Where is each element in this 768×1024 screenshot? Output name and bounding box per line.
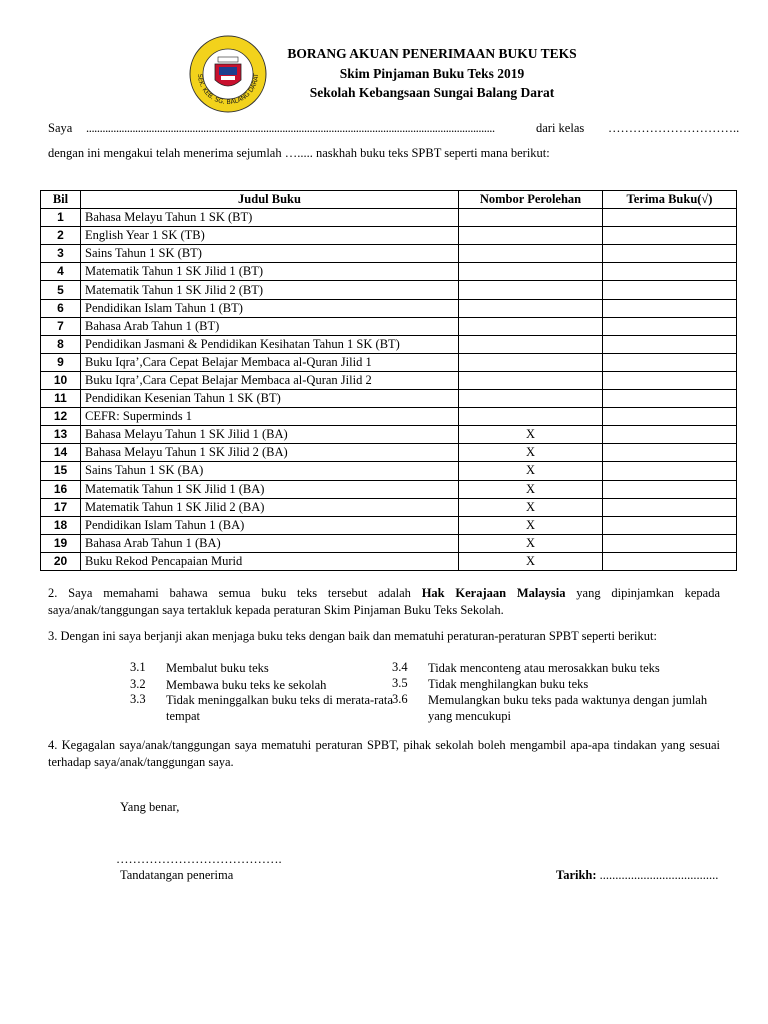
table-header-row (41, 191, 737, 209)
row-terima-checkbox[interactable] (603, 498, 737, 516)
row-bil: 2 (41, 227, 81, 245)
paragraph-2 (48, 585, 720, 619)
form-header (272, 44, 592, 103)
table-row (41, 209, 737, 227)
row-terima-checkbox[interactable] (603, 281, 737, 299)
row-nombor-perolehan[interactable] (459, 299, 603, 317)
row-nombor-perolehan[interactable]: X (459, 444, 603, 462)
row-bil: 12 (41, 408, 81, 426)
para2-text-b: yang dipinjamkan kepada saya/anak/tanggungan saya tertakluk kepada peraturan Skim Pinjaman Buku Teks Sekolah. (48, 586, 721, 617)
row-terima-checkbox[interactable] (603, 317, 737, 335)
row-judul: Pendidikan Islam Tahun 1 (BA) (81, 516, 459, 534)
row-terima-checkbox[interactable] (603, 516, 737, 534)
header-bil: Bil (41, 191, 81, 209)
table-row (41, 371, 737, 389)
row-judul: Buku Iqra’,Cara Cepat Belajar Membaca al-Quran Jilid 2 (81, 371, 459, 389)
table-row (41, 335, 737, 353)
paragraph-4: 4. Kegagalan saya/anak/tanggungan saya mematuhi peraturan SPBT, pihak sekolah boleh mengambil apa-apa tindakan yang sesuai terhadap saya/anak/tanggungan saya. (48, 738, 720, 769)
row-nombor-perolehan[interactable] (459, 408, 603, 426)
row-nombor-perolehan[interactable]: X (459, 480, 603, 498)
row-bil: 3 (41, 245, 81, 263)
rule-text: Memulangkan buku teks pada waktunya dengan jumlah yang mencukupi (428, 693, 708, 723)
school-logo (188, 34, 268, 114)
table-row (41, 516, 737, 534)
row-terima-checkbox[interactable] (603, 299, 737, 317)
table-row (41, 245, 737, 263)
row-nombor-perolehan[interactable] (459, 353, 603, 371)
row-nombor-perolehan[interactable] (459, 263, 603, 281)
row-bil: 14 (41, 444, 81, 462)
table-row (41, 353, 737, 371)
rule-text: Tidak menconteng atau merosakkan buku teks (428, 661, 660, 675)
row-terima-checkbox[interactable] (603, 209, 737, 227)
row-judul: Bahasa Arab Tahun 1 (BT) (81, 317, 459, 335)
table-row (41, 390, 737, 408)
rule-text: Membalut buku teks (166, 661, 269, 675)
tarikh-label: Tarikh: (556, 868, 597, 882)
row-terima-checkbox[interactable] (603, 263, 737, 281)
row-bil: 17 (41, 498, 81, 516)
table-row (41, 299, 737, 317)
signature-field[interactable]: …………………………………. (116, 852, 282, 866)
row-nombor-perolehan[interactable]: X (459, 498, 603, 516)
yang-benar: Yang benar, (120, 800, 180, 814)
row-nombor-perolehan[interactable] (459, 227, 603, 245)
rule-number: 3.6 (392, 692, 408, 706)
row-nombor-perolehan[interactable] (459, 390, 603, 408)
table-row (41, 227, 737, 245)
row-nombor-perolehan[interactable]: X (459, 426, 603, 444)
header-terima: Terima Buku(√) (603, 191, 737, 209)
table-row (41, 462, 737, 480)
declaration-line-2: dengan ini mengakui telah menerima sejumlah …..... naskhah buku teks SPBT seperti mana berikut: (48, 146, 550, 160)
table-row (41, 552, 737, 570)
row-judul: Sains Tahun 1 SK (BA) (81, 462, 459, 480)
row-bil: 8 (41, 335, 81, 353)
row-terima-checkbox[interactable] (603, 534, 737, 552)
table-row (41, 408, 737, 426)
row-nombor-perolehan[interactable]: X (459, 552, 603, 570)
row-bil: 13 (41, 426, 81, 444)
row-nombor-perolehan[interactable]: X (459, 462, 603, 480)
row-terima-checkbox[interactable] (603, 480, 737, 498)
header-nombor: Nombor Perolehan (459, 191, 603, 209)
row-bil: 4 (41, 263, 81, 281)
table-row (41, 498, 737, 516)
row-bil: 11 (41, 390, 81, 408)
row-judul: Matematik Tahun 1 SK Jilid 2 (BT) (81, 281, 459, 299)
row-judul: CEFR: Superminds 1 (81, 408, 459, 426)
para2-bold: Hak Kerajaan Malaysia (421, 586, 566, 600)
row-judul: Pendidikan Jasmani & Pendidikan Kesihatan Tahun 1 SK (BT) (81, 335, 459, 353)
name-field[interactable]: ...................................................................................................................................................... (86, 121, 495, 135)
row-bil: 6 (41, 299, 81, 317)
row-nombor-perolehan[interactable] (459, 209, 603, 227)
row-terima-checkbox[interactable] (603, 335, 737, 353)
row-terima-checkbox[interactable] (603, 390, 737, 408)
table-row (41, 444, 737, 462)
row-terima-checkbox[interactable] (603, 245, 737, 263)
signature-label: Tandatangan penerima (120, 868, 234, 882)
rule-number: 3.3 (130, 692, 146, 706)
row-terima-checkbox[interactable] (603, 426, 737, 444)
dari-kelas-label: dari kelas (536, 121, 585, 135)
form-subtitle: Skim Pinjaman Buku Teks 2019 (339, 65, 525, 81)
para2-text-a: 2. Saya memahami bahawa semua buku teks tersebut adalah (48, 586, 422, 600)
table-row (41, 263, 737, 281)
rule-number: 3.4 (392, 660, 408, 674)
row-terima-checkbox[interactable] (603, 371, 737, 389)
logo-ring-text: SEK. KEB. SG. BALANG DARAT (195, 73, 261, 107)
paragraph-3: 3. Dengan ini saya berjanji akan menjaga buku teks dengan baik dan mematuhi peraturan-peraturan SPBT seperti berikut: (48, 629, 657, 643)
row-bil: 16 (41, 480, 81, 498)
row-judul: Pendidikan Kesenian Tahun 1 SK (BT) (81, 390, 459, 408)
school-name: Sekolah Kebangsaan Sungai Balang Darat (309, 85, 555, 100)
rule-text: Membawa buku teks ke sekolah (166, 678, 327, 692)
row-judul: Bahasa Arab Tahun 1 (BA) (81, 534, 459, 552)
saya-label: Saya (48, 121, 73, 135)
table-row (41, 426, 737, 444)
table-row (41, 317, 737, 335)
row-judul: English Year 1 SK (TB) (81, 227, 459, 245)
row-terima-checkbox[interactable] (603, 552, 737, 570)
date-field[interactable]: ...................................... (599, 868, 719, 882)
table-row (41, 480, 737, 498)
form-title: BORANG AKUAN PENERIMAAN BUKU TEKS (287, 46, 577, 61)
row-judul: Matematik Tahun 1 SK Jilid 1 (BT) (81, 263, 459, 281)
rule-number: 3.5 (392, 676, 408, 690)
row-judul: Buku Iqra’,Cara Cepat Belajar Membaca al-Quran Jilid 1 (81, 353, 459, 371)
rule-text: Tidak meninggalkan buku teks di merata-rata tempat (166, 693, 393, 723)
row-judul: Bahasa Melayu Tahun 1 SK Jilid 2 (BA) (81, 444, 459, 462)
row-bil: 7 (41, 317, 81, 335)
row-judul: Pendidikan Islam Tahun 1 (BT) (81, 299, 459, 317)
row-bil: 5 (41, 281, 81, 299)
row-bil: 20 (41, 552, 81, 570)
row-judul: Buku Rekod Pencapaian Murid (81, 552, 459, 570)
header-judul: Judul Buku (81, 191, 459, 209)
row-nombor-perolehan[interactable] (459, 281, 603, 299)
row-bil: 9 (41, 353, 81, 371)
kelas-field[interactable]: ………………………….. (608, 121, 740, 135)
row-judul: Sains Tahun 1 SK (BT) (81, 245, 459, 263)
row-nombor-perolehan[interactable] (459, 245, 603, 263)
rule-number: 3.1 (130, 660, 146, 674)
date-line (556, 868, 718, 883)
row-terima-checkbox[interactable] (603, 462, 737, 480)
row-judul: Bahasa Melayu Tahun 1 SK (BT) (81, 209, 459, 227)
row-terima-checkbox[interactable] (603, 353, 737, 371)
book-table (40, 190, 737, 571)
row-judul: Matematik Tahun 1 SK Jilid 2 (BA) (81, 498, 459, 516)
rule-number: 3.2 (130, 677, 146, 691)
rule-text: Tidak menghilangkan buku teks (428, 677, 589, 691)
row-bil: 18 (41, 516, 81, 534)
row-terima-checkbox[interactable] (603, 408, 737, 426)
row-nombor-perolehan[interactable]: X (459, 516, 603, 534)
row-terima-checkbox[interactable] (603, 444, 737, 462)
row-nombor-perolehan[interactable] (459, 371, 603, 389)
row-bil: 19 (41, 534, 81, 552)
row-judul: Matematik Tahun 1 SK Jilid 1 (BA) (81, 480, 459, 498)
table-row (41, 534, 737, 552)
row-nombor-perolehan[interactable] (459, 335, 603, 353)
table-row (41, 281, 737, 299)
row-terima-checkbox[interactable] (603, 227, 737, 245)
row-bil: 1 (41, 209, 81, 227)
row-nombor-perolehan[interactable]: X (459, 534, 603, 552)
row-nombor-perolehan[interactable] (459, 317, 603, 335)
row-judul: Bahasa Melayu Tahun 1 SK Jilid 1 (BA) (81, 426, 459, 444)
row-bil: 10 (41, 371, 81, 389)
row-bil: 15 (41, 462, 81, 480)
